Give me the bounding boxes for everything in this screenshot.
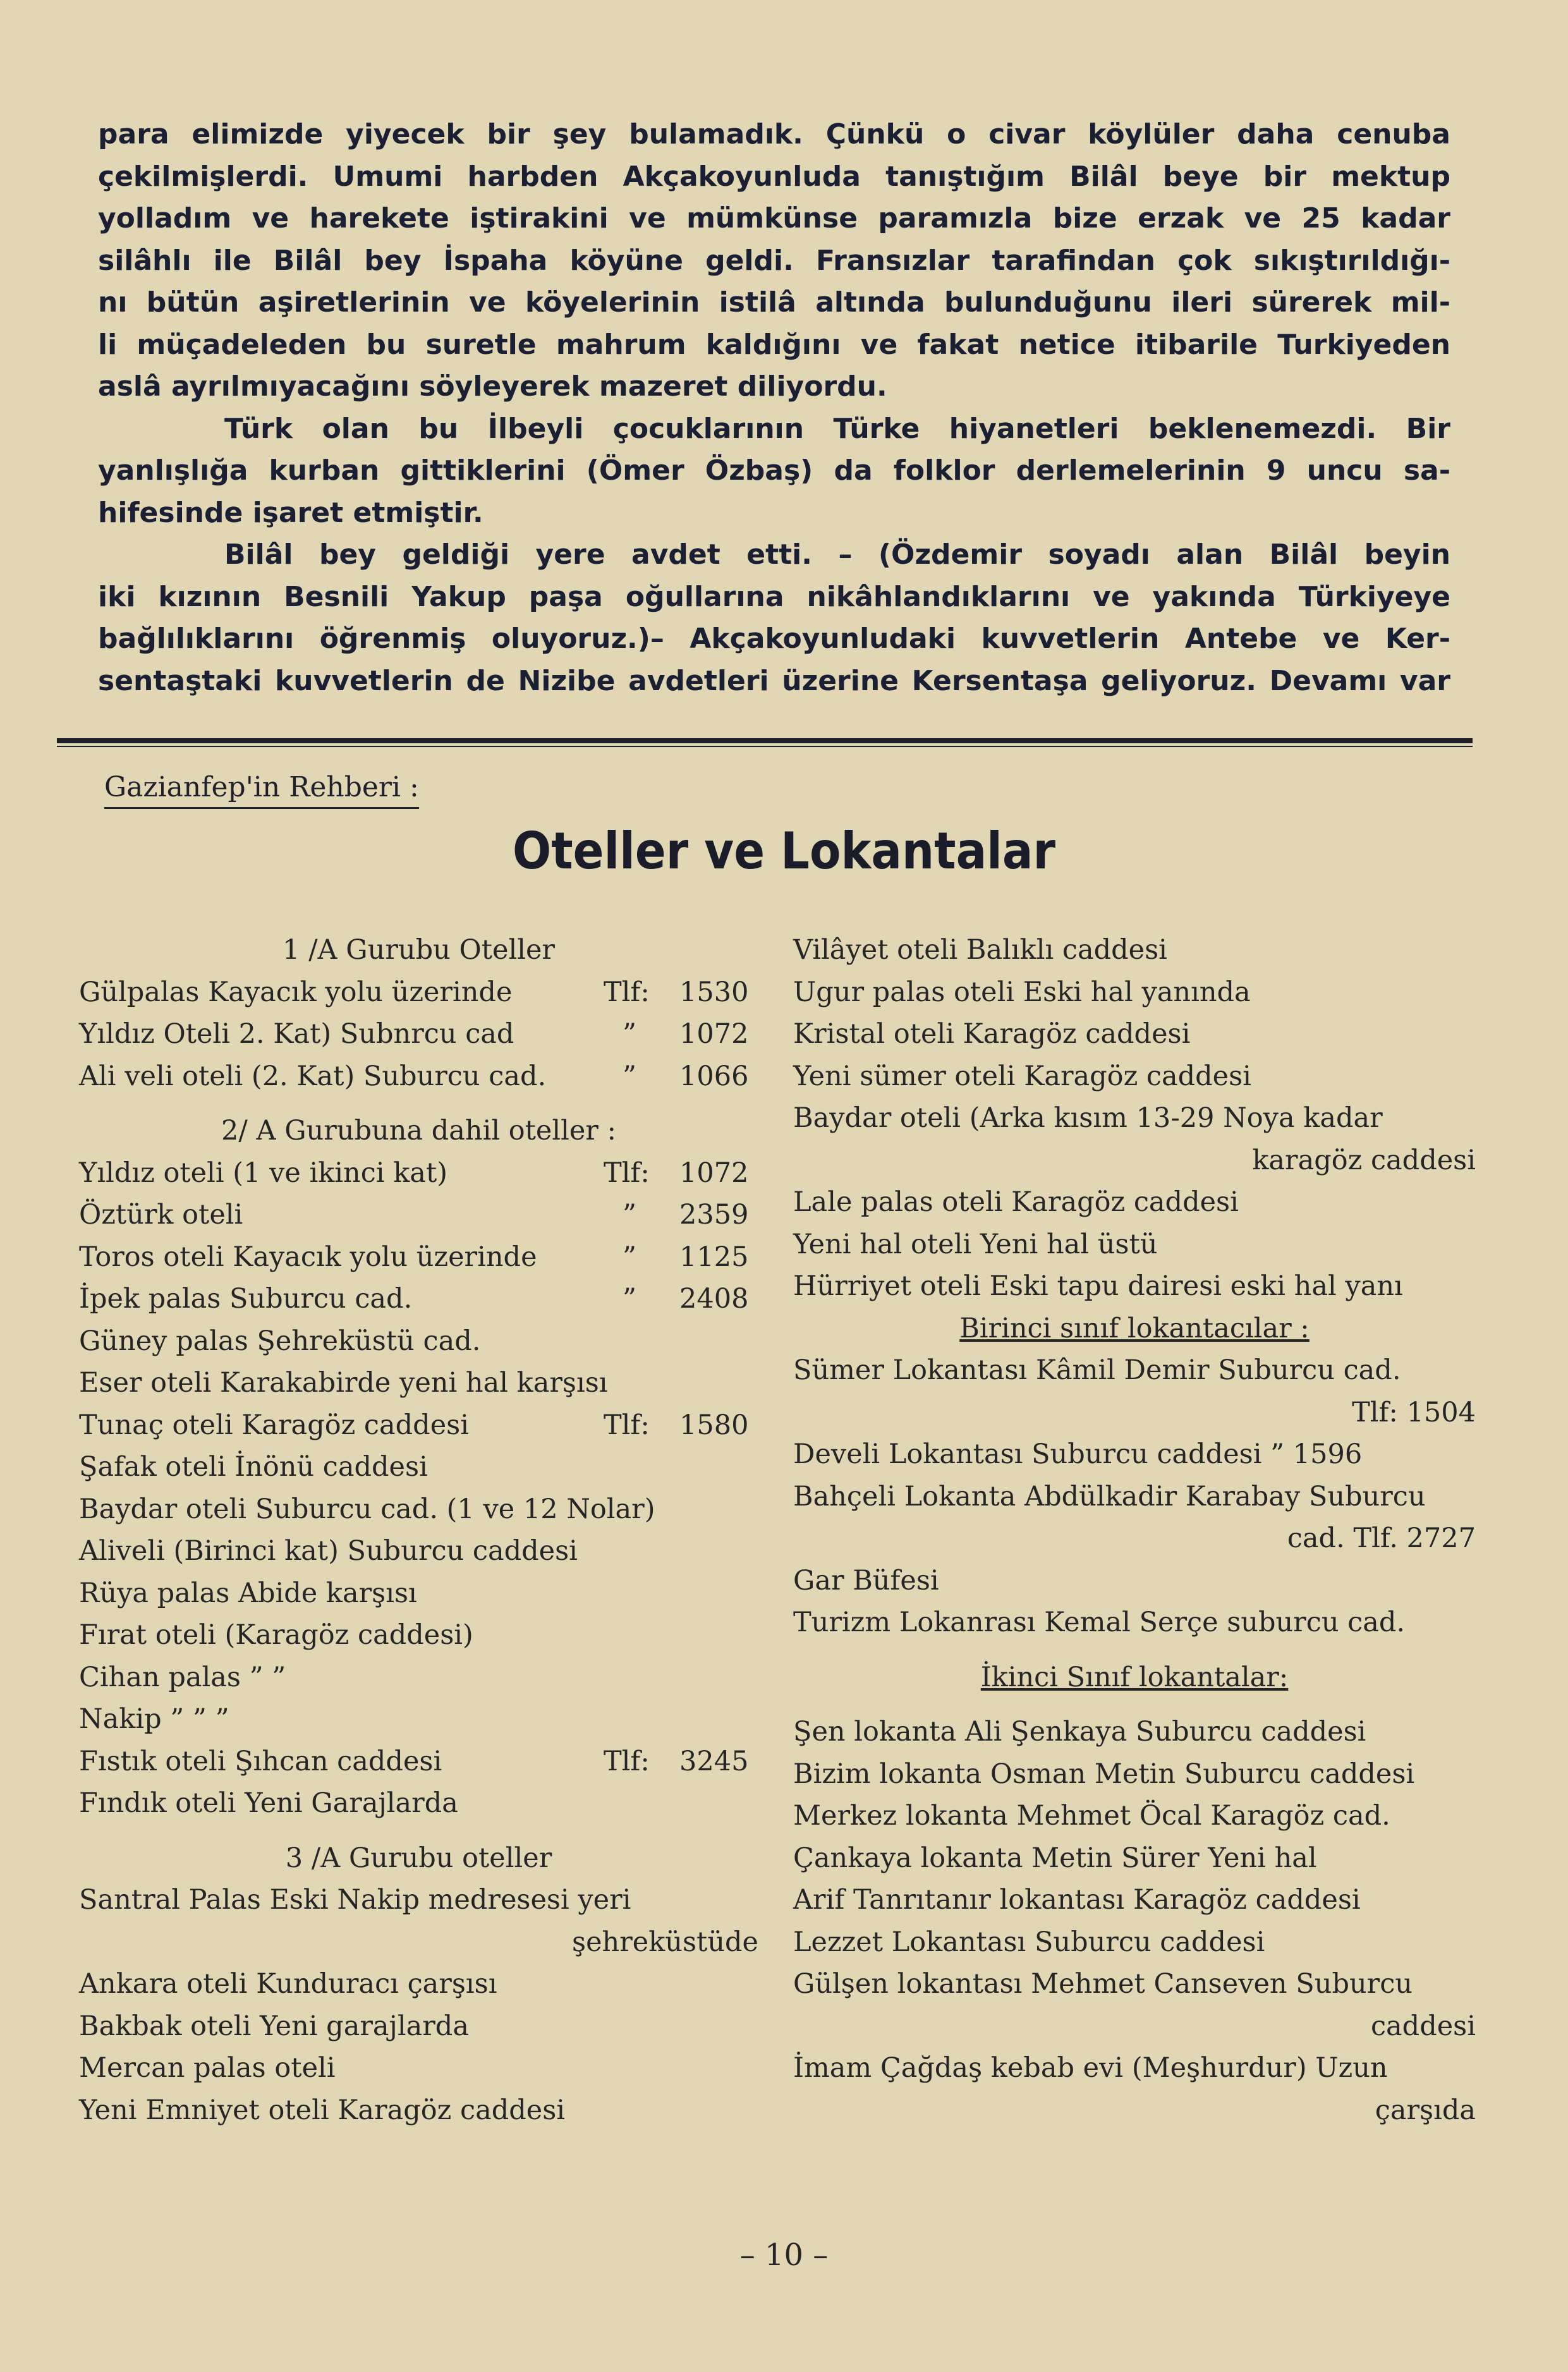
page-number: – 10 –	[739, 2237, 829, 2273]
list-entry: çarşıda	[1375, 2094, 1476, 2126]
right-column	[793, 929, 1476, 2131]
group3-title: 3 /A Gurubu oteller	[285, 1842, 552, 1874]
hotel-name: Aliveli (Birinci kat) Suburcu caddesi	[79, 1535, 578, 1567]
phone-label: ”	[623, 1241, 636, 1273]
hotel-entry	[79, 1446, 758, 1488]
phone-label: ”	[623, 1018, 636, 1050]
divider-rule	[57, 738, 1473, 743]
main-title: Oteller ve Lokantalar	[513, 822, 1055, 880]
hotel-name: Toros oteli Kayacık yolu üzerinde	[79, 1241, 537, 1273]
hotel-entry	[79, 1530, 758, 1572]
first-class-title: Birinci sınıf lokantacılar :	[959, 1312, 1310, 1344]
divider-rule-thin	[57, 746, 1473, 747]
phone-label: ”	[623, 1199, 636, 1231]
list-entry: Lale palas oteli Karagöz caddesi	[793, 1186, 1239, 1218]
intro-line: iki kızının Besnili Yakup paşa oğullarına nikâhlandıklarını ve yakında Türkiyeye	[98, 580, 1450, 613]
hotel-name: Nakip ” ” ”	[79, 1703, 229, 1735]
list-entry: Mercan palas oteli	[79, 2052, 336, 2084]
intro-line: yanlışlığa kurban gittiklerini (Ömer Özbaş) da folklor derlemelerinin 9 uncu sa-	[98, 454, 1450, 487]
hotel-name: İpek palas Suburcu cad.	[79, 1283, 413, 1315]
hotel-entry	[79, 1488, 758, 1531]
phone-label: Tlf:	[604, 976, 650, 1008]
intro-line: Türk olan bu İlbeyli çocuklarının Türke hiyanetleri beklenemezdi. Bir	[224, 412, 1450, 445]
group1-title: 1 /A Gurubu Oteller	[283, 934, 555, 966]
list-entry: Turizm Lokanrası Kemal Serçe suburcu cad.	[793, 1607, 1406, 1638]
list-entry: Yeni Emniyet oteli Karagöz caddesi	[79, 2094, 566, 2126]
intro-line: çekilmişlerdi. Umumi harbden Akçakoyunluda tanıştığım Bilâl beye bir mektup	[98, 160, 1450, 193]
hotel-name: Fırat oteli (Karagöz caddesi)	[79, 1619, 473, 1651]
hotel-entry	[79, 1194, 758, 1236]
hotel-entry	[79, 1152, 758, 1195]
phone-number: 3245	[679, 1745, 749, 1777]
hotel-name: Gülpalas Kayacık yolu üzerinde	[79, 976, 513, 1008]
intro-line: silâhlı ile Bilâl bey İspaha köyüne geldi. Fransızlar tarafindan çok sıkıştırıldığı-	[98, 244, 1450, 277]
list-entry: Bahçeli Lokanta Abdülkadir Karabay Suburcu	[793, 1480, 1426, 1512]
list-entry: Develi Lokantası Suburcu caddesi ” 1596	[793, 1438, 1363, 1470]
intro-line: bağlılıklarını öğrenmiş oluyoruz.)– Akçakoyunludaki kuvvetlerin Antebe ve Ker-	[98, 623, 1450, 655]
phone-number: 1066	[679, 1060, 749, 1092]
intro-line: nı bütün aşiretlerinin ve köyelerinin istilâ altında bulunduğunu ileri sürerek mil-	[98, 286, 1450, 319]
intro-line: sentaştaki kuvvetlerin de Nizibe avdetleri üzerine Kersentaşa geliyoruz. Devamı var	[98, 664, 1450, 697]
hotel-name: Fıstık oteli Şıhcan caddesi	[79, 1745, 442, 1777]
list-entry: Santral Palas Eski Nakip medresesi yeri	[79, 1884, 631, 1916]
list-entry: Vilâyet oteli Balıklı caddesi	[793, 934, 1167, 966]
hotel-entry	[79, 1278, 758, 1320]
second-class-title: İkinci Sınıf lokantalar:	[980, 1661, 1289, 1693]
hotel-name: Cihan palas ” ”	[79, 1661, 286, 1693]
intro-line: hifesinde işaret etmiştir.	[98, 496, 483, 529]
hotel-name: Yıldız Oteli 2. Kat) Subnrcu cad	[79, 1018, 514, 1050]
hotel-name: Öztürk oteli	[79, 1199, 243, 1231]
list-entry: şehreküstüde	[572, 1926, 758, 1958]
phone-number: 1072	[679, 1157, 749, 1189]
list-entry: Lezzet Lokantası Suburcu caddesi	[793, 1926, 1265, 1958]
phone-number: 1530	[679, 976, 749, 1008]
list-entry: Merkez lokanta Mehmet Öcal Karagöz cad.	[793, 1800, 1390, 1832]
list-entry: Tlf: 1504	[1352, 1396, 1476, 1428]
hotel-name: Rüya palas Abide karşısı	[79, 1577, 417, 1609]
list-entry: Bizim lokanta Osman Metin Suburcu caddesi	[793, 1758, 1415, 1790]
hotel-entry	[79, 1782, 758, 1825]
hotel-entry	[79, 1055, 758, 1098]
phone-label: Tlf:	[604, 1157, 650, 1189]
phone-number: 1072	[679, 1018, 749, 1050]
list-entry: Arif Tanrıtanır lokantası Karagöz caddesi	[793, 1884, 1361, 1916]
hotel-name: Tunaç oteli Karagöz caddesi	[79, 1409, 469, 1441]
phone-number: 2359	[679, 1199, 749, 1231]
intro-line: Bilâl bey geldiği yere avdet etti. – (Özdemir soyadı alan Bilâl beyin	[224, 538, 1450, 571]
hotel-entry	[79, 1572, 758, 1615]
list-entry: Ankara oteli Kunduracı çarşısı	[79, 1968, 497, 2000]
list-entry: Ugur palas oteli Eski hal yanında	[793, 976, 1251, 1008]
list-entry: cad. Tlf. 2727	[1287, 1523, 1476, 1554]
list-entry: İmam Çağdaş kebab evi (Meşhurdur) Uzun	[793, 2052, 1388, 2084]
hotel-name: Baydar oteli Suburcu cad. (1 ve 12 Nolar)	[79, 1493, 655, 1525]
list-entry: Baydar oteli (Arka kısım 13-29 Noya kadar	[793, 1102, 1383, 1134]
intro-text	[98, 114, 1450, 702]
group2-title: 2/ A Gurubuna dahil oteller :	[221, 1115, 617, 1146]
list-entry: Gülşen lokantası Mehmet Canseven Suburcu	[793, 1968, 1413, 2000]
phone-number: 2408	[679, 1283, 749, 1315]
phone-number: 1580	[679, 1409, 749, 1441]
phone-label: ”	[623, 1283, 636, 1315]
hotel-entry	[79, 1614, 758, 1657]
hotel-entry	[79, 1657, 758, 1699]
list-entry: karagöz caddesi	[1252, 1144, 1476, 1176]
list-entry: Bakbak oteli Yeni garajlarda	[79, 2010, 469, 2042]
hotel-entry	[79, 1741, 758, 1783]
phone-label: Tlf:	[604, 1409, 650, 1441]
hotel-entry	[79, 1698, 758, 1741]
hotel-entry	[79, 1320, 758, 1363]
list-entry: Sümer Lokantası Kâmil Demir Suburcu cad.	[793, 1354, 1401, 1386]
list-entry: Şen lokanta Ali Şenkaya Suburcu caddesi	[793, 1716, 1366, 1748]
list-entry: Yeni hal oteli Yeni hal üstü	[793, 1228, 1158, 1260]
hotel-name: Fındık oteli Yeni Garajlarda	[79, 1787, 458, 1819]
hotel-name: Güney palas Şehreküstü cad.	[79, 1325, 481, 1357]
left-column	[79, 929, 758, 2131]
hotel-entry	[79, 1404, 758, 1447]
hotel-name: Yıldız oteli (1 ve ikinci kat)	[79, 1157, 447, 1189]
list-entry: Çankaya lokanta Metin Sürer Yeni hal	[793, 1842, 1317, 1874]
list-entry: Hürriyet oteli Eski tapu dairesi eski hal yanı	[793, 1270, 1403, 1302]
intro-line: li müçadeleden bu suretle mahrum kaldığını ve fakat netice itibarile Turkiyeden	[98, 328, 1450, 361]
hotel-entry	[79, 1236, 758, 1279]
phone-number: 1125	[679, 1241, 749, 1273]
list-entry: Gar Büfesi	[793, 1564, 939, 1597]
hotel-name: Şafak oteli İnönü caddesi	[79, 1451, 428, 1483]
intro-line: aslâ ayrılmıyacağını söyleyerek mazeret diliyordu.	[98, 370, 887, 403]
phone-label: Tlf:	[604, 1745, 650, 1777]
hotel-entry	[79, 1013, 758, 1055]
list-entry: Yeni sümer oteli Karagöz caddesi	[793, 1060, 1251, 1092]
list-entry: Kristal oteli Karagöz caddesi	[793, 1018, 1191, 1050]
hotel-name: Eser oteli Karakabirde yeni hal karşısı	[79, 1367, 608, 1399]
hotel-entry	[79, 971, 758, 1014]
hotel-entry	[79, 1362, 758, 1404]
intro-line: yolladım ve harekete iştirakini ve mümkünse paramızla bize erzak ve 25 kadar	[98, 202, 1450, 234]
intro-line: para elimizde yiyecek bir şey bulamadık. Çünkü o civar köylüler daha cenuba	[98, 118, 1450, 150]
hotel-name: Ali veli oteli (2. Kat) Suburcu cad.	[79, 1060, 547, 1092]
guide-title: Gazianfep'in Rehberi :	[104, 771, 419, 809]
list-entry: caddesi	[1370, 2010, 1476, 2042]
phone-label: ”	[623, 1060, 636, 1092]
